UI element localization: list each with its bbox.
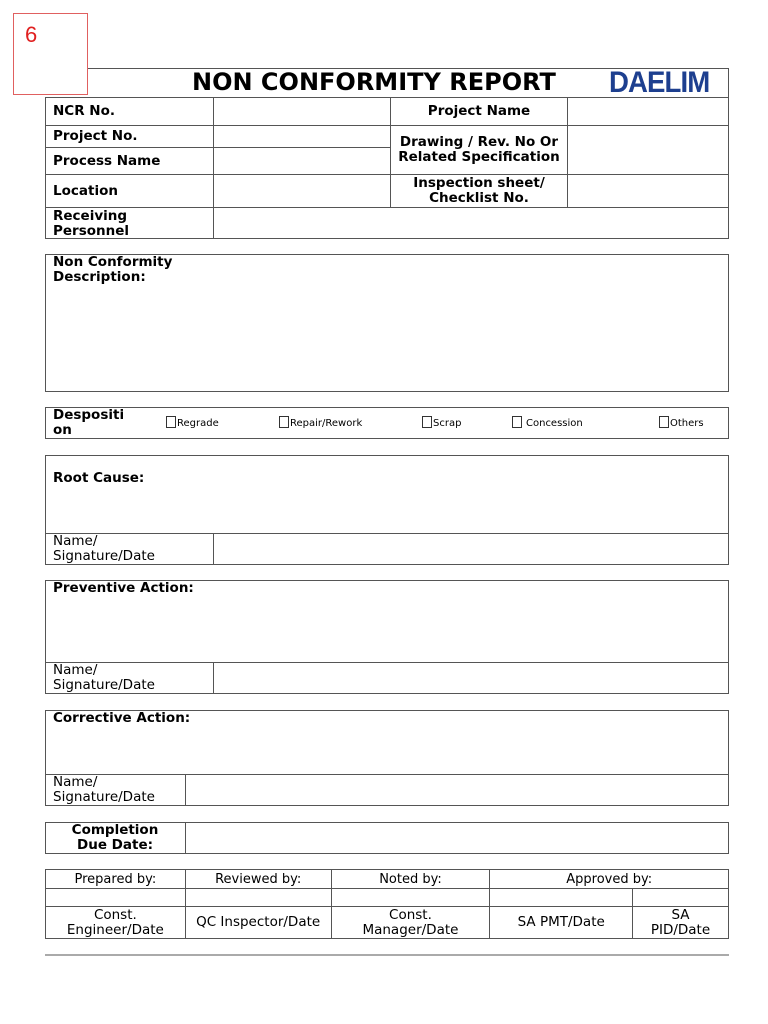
scrap-checkbox[interactable] (422, 416, 432, 428)
root-cause-signature-label: Name/ Signature/Date (53, 533, 155, 564)
repair-rework-label: Repair/Rework (290, 418, 363, 429)
project-no-field[interactable] (214, 126, 389, 147)
noted-by-header: Noted by: (331, 870, 490, 889)
prepared-by-signature[interactable] (46, 889, 186, 907)
preventive-signature-label: Name/ Signature/Date (53, 662, 155, 693)
root-cause-label: Root Cause: (53, 470, 145, 486)
inspection-sheet-label: Inspection sheet/ Checklist No. (413, 175, 545, 206)
inspection-sheet-field[interactable] (568, 175, 728, 207)
project-name-label: Project Name (427, 103, 531, 119)
const-manager-role: Const. Manager/Date (331, 907, 490, 939)
corrective-signature-field[interactable] (186, 775, 728, 805)
disposition-label: Despositi on (53, 407, 125, 438)
others-checkbox[interactable] (659, 416, 669, 428)
preventive-action-label: Preventive Action: (53, 580, 194, 596)
corrective-action-label: Corrective Action: (53, 710, 191, 726)
signature-table (45, 869, 729, 939)
process-name-field[interactable] (214, 148, 389, 174)
others-label: Others (670, 418, 704, 429)
regrade-label: Regrade (177, 418, 219, 429)
prepared-by-header: Prepared by: (46, 870, 186, 889)
project-no-label: Project No. (53, 128, 138, 144)
receiving-personnel-field[interactable] (214, 208, 728, 238)
page-number-box (13, 13, 88, 95)
daelim-logo: DAELIM (609, 66, 710, 99)
approved-by-header: Approved by: (490, 870, 729, 889)
sa-pid-role: SA PID/Date (633, 907, 729, 939)
concession-checkbox[interactable] (512, 416, 522, 428)
const-engineer-role: Const. Engineer/Date (46, 907, 186, 939)
drawing-rev-field[interactable] (568, 126, 728, 174)
scrap-option[interactable] (422, 416, 461, 429)
project-name-field[interactable] (568, 98, 728, 125)
root-cause-field[interactable] (46, 490, 728, 532)
preventive-action-field[interactable] (46, 598, 728, 661)
repair-rework-option[interactable] (279, 416, 362, 429)
footer-divider (45, 954, 729, 956)
regrade-checkbox[interactable] (166, 416, 176, 428)
corrective-signature-label: Name/ Signature/Date (53, 774, 155, 805)
preventive-signature-field[interactable] (214, 663, 728, 693)
ncr-no-label: NCR No. (53, 103, 116, 119)
others-option[interactable] (659, 416, 704, 429)
approved-by-signature-pmt[interactable] (490, 889, 633, 907)
approved-by-signature-pid[interactable] (633, 889, 729, 907)
location-label: Location (53, 182, 118, 199)
qc-inspector-role: QC Inspector/Date (185, 907, 331, 939)
ncr-no-field[interactable] (214, 98, 389, 125)
sa-pmt-role: SA PMT/Date (490, 907, 633, 939)
report-title: NON CONFORMITY REPORT (192, 68, 556, 96)
reviewed-by-header: Reviewed by: (185, 870, 331, 889)
noted-by-signature[interactable] (331, 889, 490, 907)
description-label: Non Conformity Description: (53, 254, 173, 285)
reviewed-by-signature[interactable] (185, 889, 331, 907)
receiving-personnel-label: Receiving Personnel (53, 207, 130, 239)
page-number: 6 (25, 22, 38, 47)
process-name-label: Process Name (53, 152, 161, 169)
location-field[interactable] (214, 175, 389, 207)
root-cause-signature-field[interactable] (214, 534, 728, 564)
repair-rework-checkbox[interactable] (279, 416, 289, 428)
concession-label: Concession (526, 418, 583, 429)
completion-date-field[interactable] (186, 823, 728, 853)
disposition-row (45, 407, 729, 439)
regrade-option[interactable] (166, 416, 219, 429)
scrap-label: Scrap (433, 418, 462, 429)
concession-option[interactable] (512, 416, 583, 429)
drawing-rev-label: Drawing / Rev. No Or Related Specification (398, 133, 560, 165)
corrective-action-field[interactable] (46, 728, 728, 773)
completion-label: Completion Due Date: (71, 822, 159, 853)
